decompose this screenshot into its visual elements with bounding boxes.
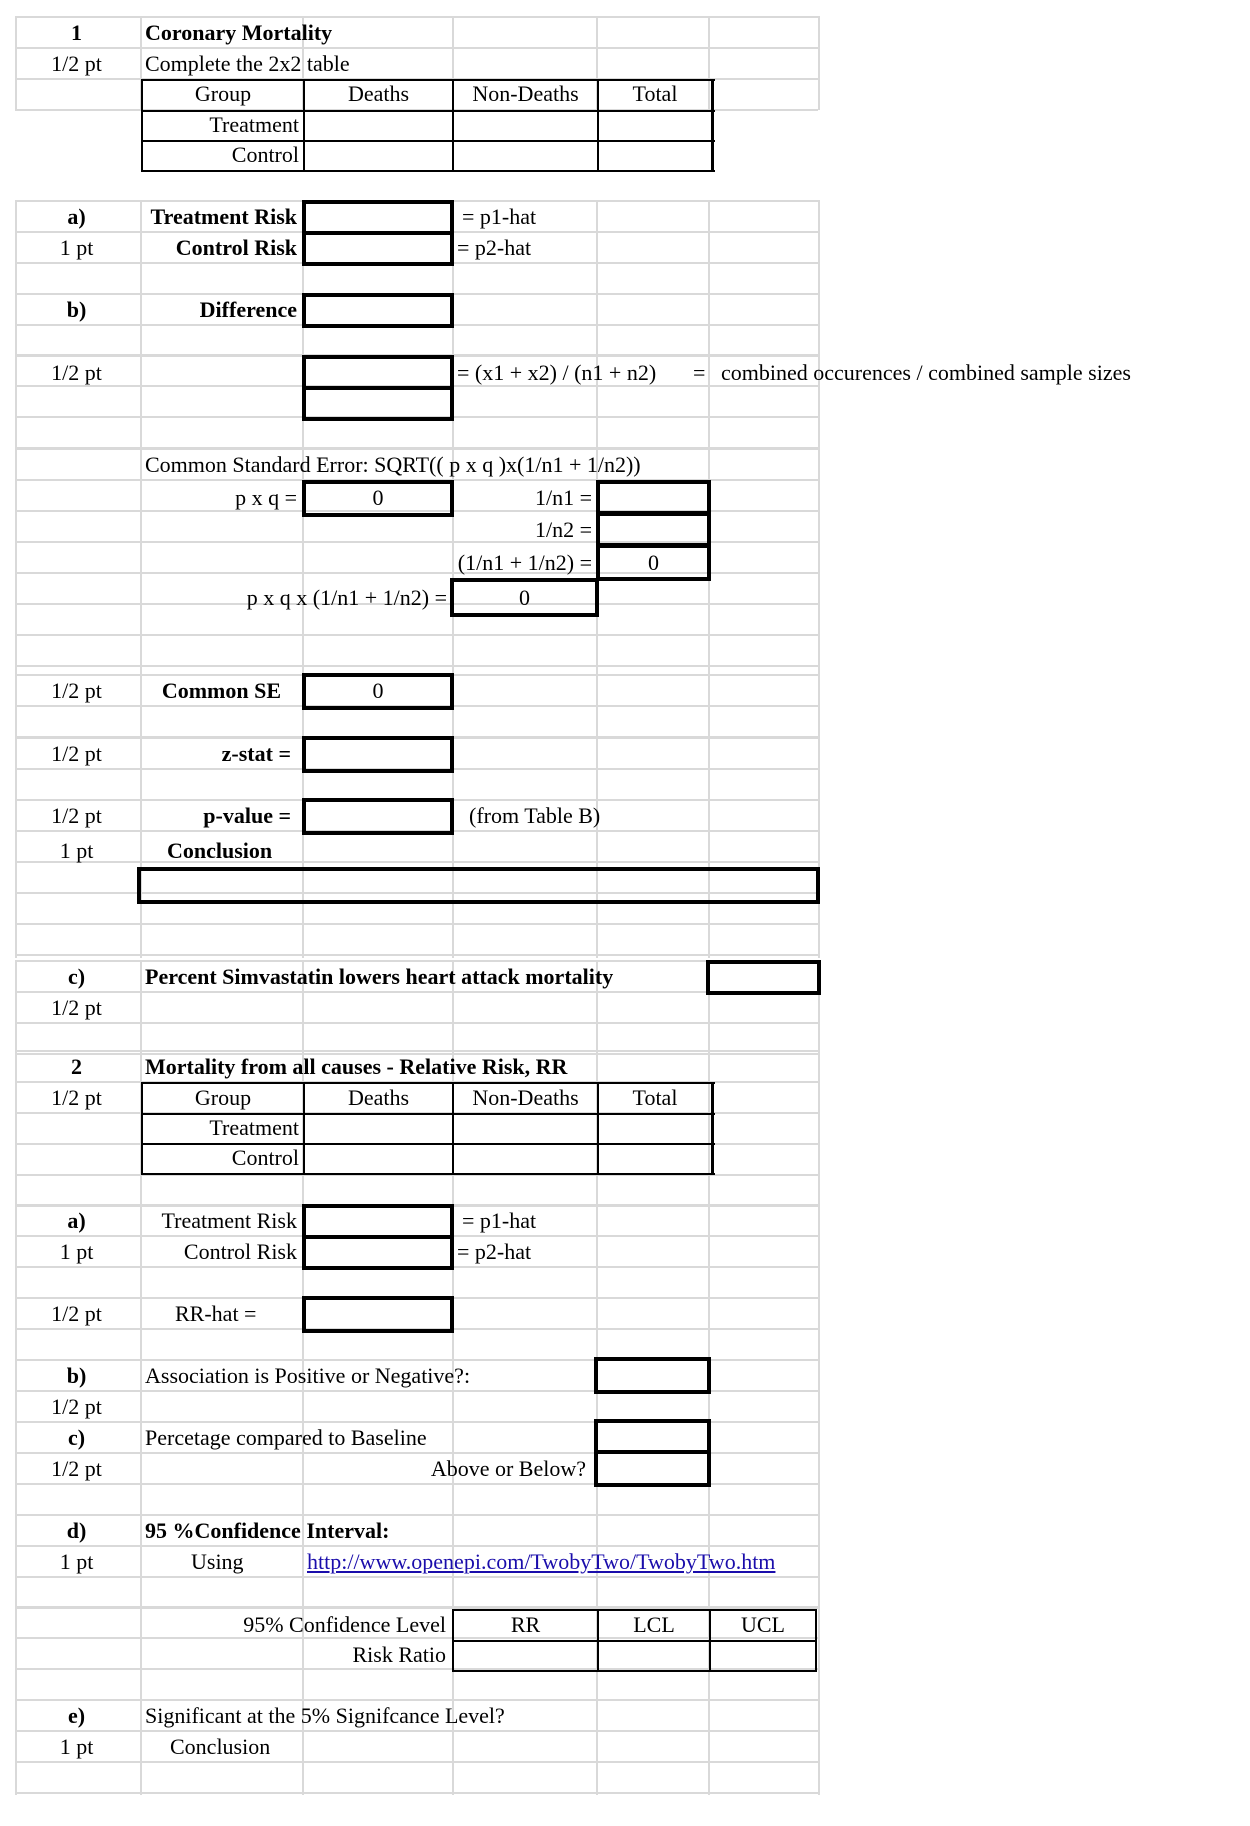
gridline xyxy=(708,1699,710,1795)
part-1b-label: b) xyxy=(66,297,87,322)
question-2-title: Mortality from all causes - Relative Risk, RR xyxy=(145,1054,568,1079)
gridline xyxy=(818,1204,820,1300)
part-1c-label: c) xyxy=(67,964,86,989)
conclusion-points: 1 pt xyxy=(59,838,94,863)
gridline xyxy=(818,1297,820,1362)
part-2c-points: 1/2 pt xyxy=(51,1456,102,1481)
table-2-header-non-deaths: Non-Deaths xyxy=(472,1085,579,1110)
inverse-n1-label: 1/n1 = xyxy=(534,485,592,510)
gridline xyxy=(596,737,598,802)
part-2b-points: 1/2 pt xyxy=(51,1394,102,1419)
gridline xyxy=(15,16,818,18)
gridline xyxy=(15,1699,818,1701)
p2-hat-label: = p2-hat xyxy=(457,235,532,260)
pooled-description: combined occurences / combined sample sizes xyxy=(721,360,1131,385)
table-2-header-deaths: Deaths xyxy=(347,1085,410,1110)
table-1-row-treatment: Treatment xyxy=(209,112,299,137)
gridline xyxy=(818,1606,820,1702)
question-1-number: 1 xyxy=(71,20,82,45)
gridline xyxy=(15,923,818,925)
part-1c-points: 1/2 pt xyxy=(51,995,102,1020)
part-2c-label: c) xyxy=(67,1425,86,1450)
zstat-answer-box[interactable] xyxy=(302,736,454,773)
gridline xyxy=(15,634,818,636)
pvalue-label: p-value = xyxy=(203,803,291,828)
treatment-risk-answer-box[interactable] xyxy=(302,200,454,235)
common-se-value: 0 xyxy=(372,678,384,703)
gridline xyxy=(818,674,820,740)
gridline xyxy=(708,200,710,295)
gridline xyxy=(818,200,820,295)
association-answer-box[interactable] xyxy=(594,1357,711,1394)
gridline xyxy=(596,293,598,358)
gridline xyxy=(140,1359,142,1517)
gridline xyxy=(818,293,820,358)
conclusion-label: Conclusion xyxy=(167,838,273,863)
gridline xyxy=(15,665,818,667)
gridline xyxy=(818,1359,820,1517)
table-1-header-total: Total xyxy=(632,81,678,106)
association-question: Association is Positive or Negative?: xyxy=(145,1363,471,1388)
table-1-header-deaths: Deaths xyxy=(347,81,410,106)
gridline xyxy=(596,1204,598,1300)
gridline xyxy=(140,354,142,450)
q2-control-risk-answer-box[interactable] xyxy=(302,1235,454,1270)
gridline xyxy=(596,1699,598,1795)
part-2b-label: b) xyxy=(66,1363,87,1388)
q2-conclusion-label: Conclusion xyxy=(170,1734,271,1759)
ci-header-rr: RR xyxy=(510,1612,541,1637)
gridline xyxy=(15,47,818,49)
gridline xyxy=(15,1050,818,1052)
gridline xyxy=(140,1514,142,1610)
gridline xyxy=(140,960,142,1055)
inverse-sum-label: (1/n1 + 1/n2) = xyxy=(457,550,592,575)
pvalue-table-note: (from Table B) xyxy=(469,803,601,828)
conclusion-answer-box[interactable] xyxy=(137,867,820,904)
pxq-value: 0 xyxy=(372,485,384,510)
question-1-title: Coronary Mortality xyxy=(145,20,333,45)
gridline xyxy=(15,1606,17,1702)
gridline xyxy=(708,354,710,450)
variance-product-label: p x q x (1/n1 + 1/n2) = xyxy=(246,585,447,610)
gridline xyxy=(818,16,820,110)
openepi-link[interactable]: http://www.openepi.com/TwobyTwo/TwobyTwo.htm xyxy=(307,1549,776,1574)
percent-lowers-mortality-label: Percent Simvastatin lowers heart attack mortality xyxy=(145,964,614,989)
gridline xyxy=(140,448,142,675)
question-2-number: 2 xyxy=(71,1054,82,1079)
part-2d-label: d) xyxy=(66,1518,87,1543)
common-se-points: 1/2 pt xyxy=(51,678,102,703)
common-se-label: Common SE xyxy=(161,678,281,703)
common-se-formula: Common Standard Error: SQRT(( p x q )x(1/n1 + 1/n2)) xyxy=(145,452,641,477)
gridline xyxy=(15,1606,818,1608)
table-1-header-non-deaths: Non-Deaths xyxy=(472,81,579,106)
inverse-n2-label: 1/n2 = xyxy=(534,517,592,542)
difference-answer-box[interactable] xyxy=(302,293,454,328)
percentage-baseline-label: Percetage compared to Baseline xyxy=(145,1425,427,1450)
gridline xyxy=(708,293,710,358)
gridline xyxy=(15,448,17,675)
q2-p2-hat-label: = p2-hat xyxy=(457,1239,532,1264)
gridline xyxy=(15,1761,818,1763)
confidence-level-label: 95% Confidence Level xyxy=(243,1612,446,1637)
table-1-header-group: Group xyxy=(194,81,252,106)
gridline xyxy=(15,1792,818,1794)
gridline xyxy=(15,1730,818,1732)
gridline xyxy=(708,1204,710,1300)
gridline xyxy=(708,1297,710,1362)
gridline xyxy=(818,448,820,675)
gridline xyxy=(708,737,710,802)
gridline xyxy=(15,1514,818,1516)
above-below-label: Above or Below? xyxy=(430,1456,586,1481)
p1-hat-label: = p1-hat xyxy=(462,204,537,229)
table-1-row-control: Control xyxy=(231,142,299,167)
pooled-equals: = xyxy=(693,360,706,385)
confidence-interval-title: 95 %Confidence Interval: xyxy=(145,1518,390,1543)
part-1a-points: 1 pt xyxy=(59,235,94,260)
table-2-row-treatment: Treatment xyxy=(209,1115,299,1140)
question-2-points: 1/2 pt xyxy=(51,1085,102,1110)
gridline xyxy=(15,1576,818,1578)
percent-lowers-mortality-answer-box[interactable] xyxy=(706,960,821,995)
control-risk-answer-box[interactable] xyxy=(302,231,454,266)
part-2e-points: 1 pt xyxy=(59,1734,94,1759)
gridline xyxy=(140,1606,142,1702)
q2-treatment-risk-label: Treatment Risk xyxy=(161,1208,297,1233)
difference-label: Difference xyxy=(199,297,297,322)
gridline xyxy=(818,1514,820,1610)
gridline xyxy=(818,1050,820,1205)
rr-hat-points: 1/2 pt xyxy=(51,1301,102,1326)
inverse-n2-answer-box[interactable] xyxy=(596,512,711,547)
control-risk-label: Control Risk xyxy=(175,235,297,260)
gridline xyxy=(708,1050,710,1205)
gridline xyxy=(596,1297,598,1362)
gridline xyxy=(596,200,598,295)
part-2e-label: e) xyxy=(67,1703,86,1728)
gridline xyxy=(15,954,818,956)
pooled-q-answer-box[interactable] xyxy=(302,386,454,421)
ci-header-lcl: LCL xyxy=(633,1612,675,1637)
risk-ratio-label: Risk Ratio xyxy=(352,1642,446,1667)
pvalue-points: 1/2 pt xyxy=(51,803,102,828)
table-2-header-total: Total xyxy=(632,1085,678,1110)
part-2a-label: a) xyxy=(67,1208,86,1233)
zstat-points: 1/2 pt xyxy=(51,741,102,766)
gridline xyxy=(15,991,818,993)
gridline xyxy=(15,1545,818,1547)
q2-treatment-risk-answer-box[interactable] xyxy=(302,1204,454,1239)
inverse-sum-value: 0 xyxy=(648,550,659,575)
inverse-n1-answer-box[interactable] xyxy=(596,480,711,515)
question-1-instructions: Complete the 2x2 table xyxy=(145,51,350,76)
gridline xyxy=(818,737,820,802)
zstat-label: z-stat = xyxy=(221,741,291,766)
pooled-p-answer-box[interactable] xyxy=(302,355,454,390)
table-2-header-group: Group xyxy=(194,1085,252,1110)
above-below-answer-box[interactable] xyxy=(594,1450,711,1487)
gridline xyxy=(708,674,710,740)
gridline xyxy=(140,1699,142,1795)
gridline xyxy=(596,674,598,740)
using-label: Using xyxy=(191,1549,244,1574)
gridline xyxy=(15,960,818,962)
part-1a-label: a) xyxy=(67,204,86,229)
gridline xyxy=(818,1699,820,1795)
variance-product-value: 0 xyxy=(519,585,530,610)
q2-p1-hat-label: = p1-hat xyxy=(462,1208,537,1233)
pooled-points: 1/2 pt xyxy=(51,360,102,385)
percentage-answer-box[interactable] xyxy=(594,1419,711,1454)
gridline xyxy=(15,448,818,450)
ci-header-ucl: UCL xyxy=(741,1612,785,1637)
question-1-points: 1/2 pt xyxy=(51,51,102,76)
rr-hat-label: RR-hat = xyxy=(175,1301,257,1326)
q2-control-risk-label: Control Risk xyxy=(183,1239,297,1264)
rr-hat-answer-box[interactable] xyxy=(302,1296,454,1333)
gridline xyxy=(15,1022,818,1024)
table-2-row-control: Control xyxy=(231,1145,299,1170)
pvalue-answer-box[interactable] xyxy=(302,798,454,835)
pxq-label: p x q = xyxy=(235,485,297,510)
gridline xyxy=(140,1297,142,1362)
part-2a-points: 1 pt xyxy=(59,1239,94,1264)
part-2d-points: 1 pt xyxy=(59,1549,94,1574)
significance-question: Significant at the 5% Signifcance Level? xyxy=(145,1703,505,1728)
treatment-risk-label: Treatment Risk xyxy=(150,204,297,229)
pooled-formula: = (x1 + x2) / (n1 + n2) xyxy=(457,360,657,385)
